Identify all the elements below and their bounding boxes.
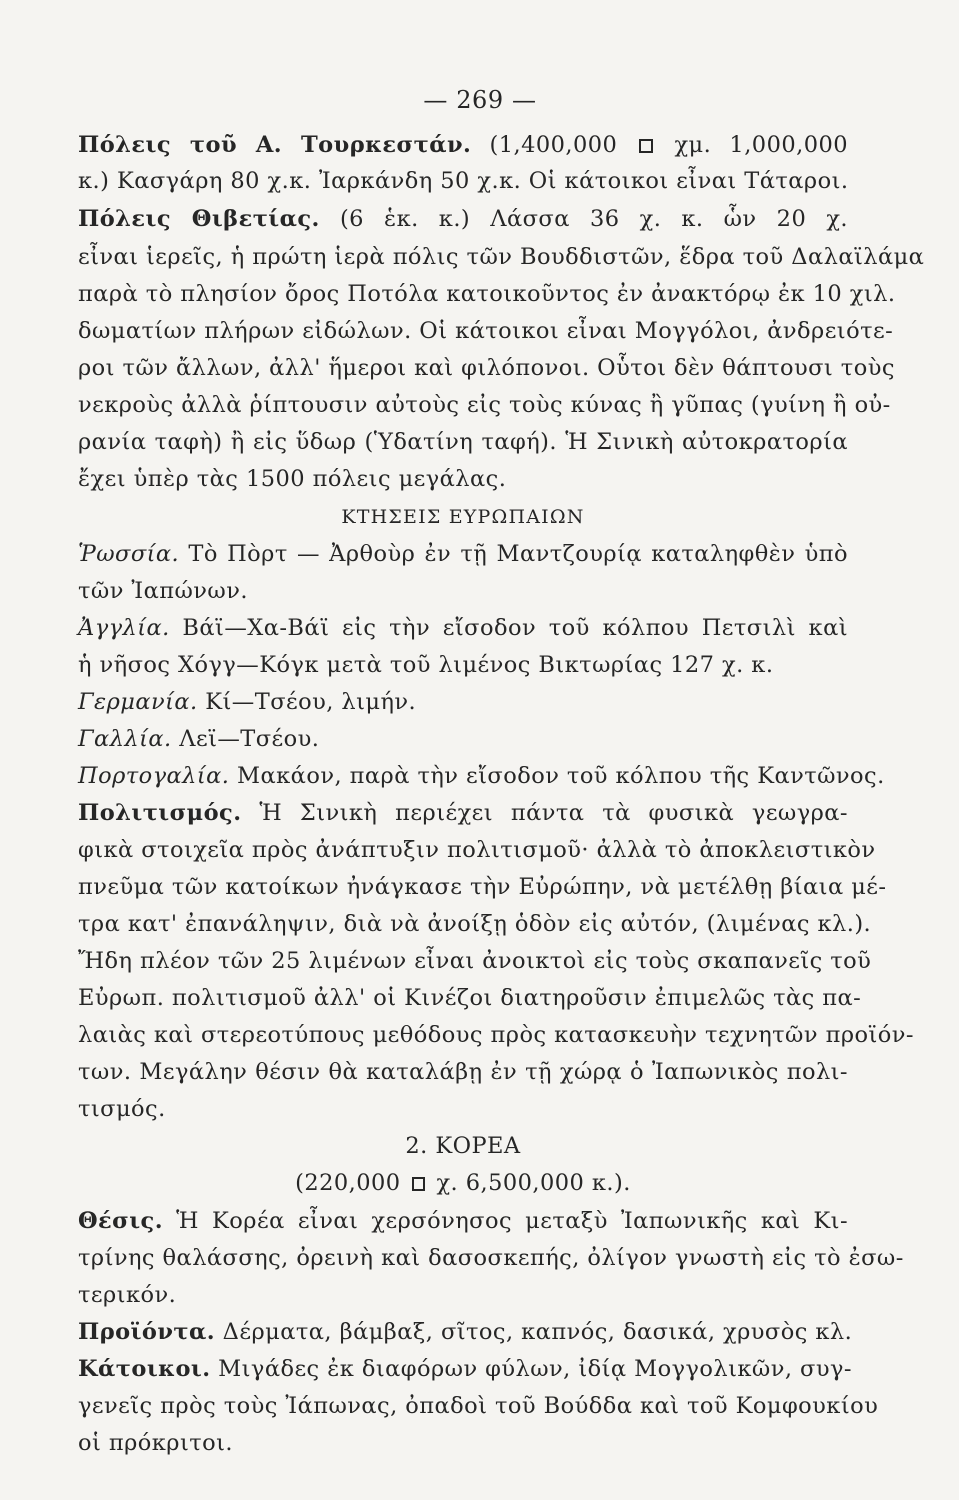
civilization-text-1: Ἡ Σινικὴ περιέχει πάντα τὰ φυσικὰ γεωγρα- [259,800,848,826]
korea-stats-start: (220,000 [295,1170,401,1196]
france-label: Γαλλία. [78,726,172,752]
england-line [78,615,848,642]
inhabitants-heading: Κάτοικοι. [78,1356,211,1382]
position-heading: Θέσις. [78,1208,163,1234]
civilization-line-7: λαιὰς καὶ στερεοτύπους μεθόδους πρὸς κατασκευὴν τεχνητῶν προϊόν- [78,1022,914,1048]
civilization-line-4: τρα κατ' ἐπανάληψιν, διὰ νὰ ἀνοίξῃ ὁδὸν εἰς αὐτόν, (λιμένας κλ.). [78,911,872,937]
inhabitants-text-1: Μιγάδες ἐκ διαφόρων φύλων, ἰδίᾳ Μογγολικῶν, συγ- [218,1356,852,1382]
england-label: Ἀγγλία. [78,615,170,641]
korea-stats-line [78,1170,848,1197]
civilization-line-1 [78,800,848,827]
position-line-2: τρίνης θαλάσσης, ὀρεινὴ καὶ δασοσκεπής, ὀλίγον γνωστὴ εἰς τὸ ἐσω- [78,1245,904,1271]
england-line-2: ἡ νῆσος Χόγγ—Κόγκ μετὰ τοῦ λιμένος Βικτωρίας 127 χ. κ. [78,652,774,678]
text-line-7: ροι τῶν ἄλλων, ἀλλ' ἥμεροι καὶ φιλόπονοι. Οὗτοι δὲν θάπτουσι τοὺς [78,355,895,381]
germany-text: Κί—Τσέου, λιμήν. [205,689,417,715]
text-line-10: ἔχει ὑπὲρ τὰς 1500 πόλεις μεγάλας. [78,466,507,492]
tibet-heading: Πόλεις Θιβετίας. [78,206,320,232]
position-text-1: Ἡ Κορέα εἶναι χερσόνησος μεταξὺ Ἰαπωνικῆς καὶ Κι- [176,1208,848,1234]
russia-text: Τὸ Πὸρτ — Ἀρθοὺρ ἐν τῇ Μαντζουρίᾳ καταληφθὲν ὑπὸ [188,541,848,567]
russia-line [78,541,848,568]
civilization-heading: Πολιτισμός. [78,800,242,826]
page-number: — 269 — [423,86,537,114]
germany-line [78,689,848,716]
france-text: Λεϊ—Τσέου. [179,726,320,752]
position-line-3: τερικόν. [78,1282,177,1308]
text-line-4: εἶναι ἱερεῖς, ἡ πρώτη ἱερὰ πόλις τῶν Βουδδιστῶν, ἕδρα τοῦ Δαλαϊλάμα [78,244,925,270]
turkestan-stats-end: χμ. 1,000,000 [674,132,848,158]
position-line-1 [78,1208,848,1235]
text-line-8: νεκροὺς ἀλλὰ ῥίπτουσιν αὐτοὺς εἰς τοὺς κύνας ἢ γῦπας (γυίνη ἢ οὐ- [78,392,891,418]
products-heading: Προϊόντα. [78,1319,216,1345]
inhabitants-line-1 [78,1356,852,1383]
civilization-line-9: τισμός. [78,1096,166,1122]
portugal-line [78,763,885,790]
european-possessions-heading: ΚΤΗΣΕΙΣ ΕΥΡΩΠΑΙΩΝ [341,506,585,528]
tibet-stats: (6 ἑκ. κ.) Λάσσα 36 χ. κ. ὧν 20 χ. [339,206,849,232]
text-line-1 [78,132,848,159]
korea-heading: 2. ΚΟΡΕΑ [405,1133,521,1159]
russia-label: Ῥωσσία. [78,541,180,567]
portugal-label: Πορτογαλία. [78,763,230,789]
square-symbol-icon [412,1177,426,1191]
text-line-9: ρανία ταφὴ) ἢ εἰς ὕδωρ (Ὑδατίνη ταφή). Ἡ Σινικὴ αὐτοκρατορία [78,429,848,455]
civilization-line-3: πνεῦμα τῶν κατοίκων ἠνάγκασε τὴν Εὐρώπην, νὰ μετέλθῃ βίαια μέ- [78,874,887,900]
civilization-line-6: Εὐρωπ. πολιτισμοῦ ἀλλ' οἱ Κινέζοι διατηροῦσιν ἐπιμελῶς τὰς πα- [78,985,862,1011]
text-line-6: δωματίων πλήρων εἰδώλων. Οἱ κάτοικοι εἶναι Μογγόλοι, ἀνδρειότε- [78,318,894,344]
square-symbol-icon [639,139,653,153]
civilization-line-2: φικὰ στοιχεῖα πρὸς ἀνάπτυξιν πολιτισμοῦ· ἀλλὰ τὸ ἀποκλειστικὸν [78,837,876,863]
france-line [78,726,848,753]
products-text: Δέρματα, βάμβαξ, σῖτος, καπνός, δασικά, χρυσὸς κλ. [222,1319,853,1345]
text-line-3 [78,206,848,233]
products-line [78,1319,853,1346]
inhabitants-line-2: γενεῖς πρὸς τοὺς Ἰάπωνας, ὀπαδοὶ τοῦ Βούδδα καὶ τοῦ Κομφουκίου [78,1393,879,1419]
turkestan-stats-start: (1,400,000 [489,132,618,158]
england-text: Βάϊ—Χα-Βάϊ εἰς τὴν εἴσοδον τοῦ κόλπου Πετσιλὶ καὶ [182,615,848,641]
civilization-line-5: Ἤδη πλέον τῶν 25 λιμένων εἶναι ἀνοικτοὶ εἰς τοὺς σκαπανεῖς τοῦ [78,948,872,974]
civilization-line-8: των. Μεγάλην θέσιν θὰ καταλάβῃ ἐν τῇ χώρᾳ ὁ Ἰαπωνικὸς πολι- [78,1059,848,1085]
turkestan-heading: Πόλεις τοῦ Α. Τουρκεστάν. [78,132,472,158]
text-line-2: κ.) Κασγάρη 80 χ.κ. Ἰαρκάνδη 50 χ.κ. Οἱ κάτοικοι εἶναι Τάταροι. [78,168,849,194]
text-line-5: παρὰ τὸ πλησίον ὄρος Ποτόλα κατοικοῦντος ἐν ἀνακτόρῳ ἐκ 10 χιλ. [78,281,896,307]
portugal-text: Μακάον, παρὰ τὴν εἴσοδον τοῦ κόλπου τῆς Καντῶνος. [237,763,885,789]
russia-line-2: τῶν Ἰαπώνων. [78,578,248,604]
germany-label: Γερμανία. [78,689,198,715]
korea-stats-end: χ. 6,500,000 κ.). [436,1170,631,1196]
inhabitants-line-3: οἱ πρόκριτοι. [78,1430,234,1456]
